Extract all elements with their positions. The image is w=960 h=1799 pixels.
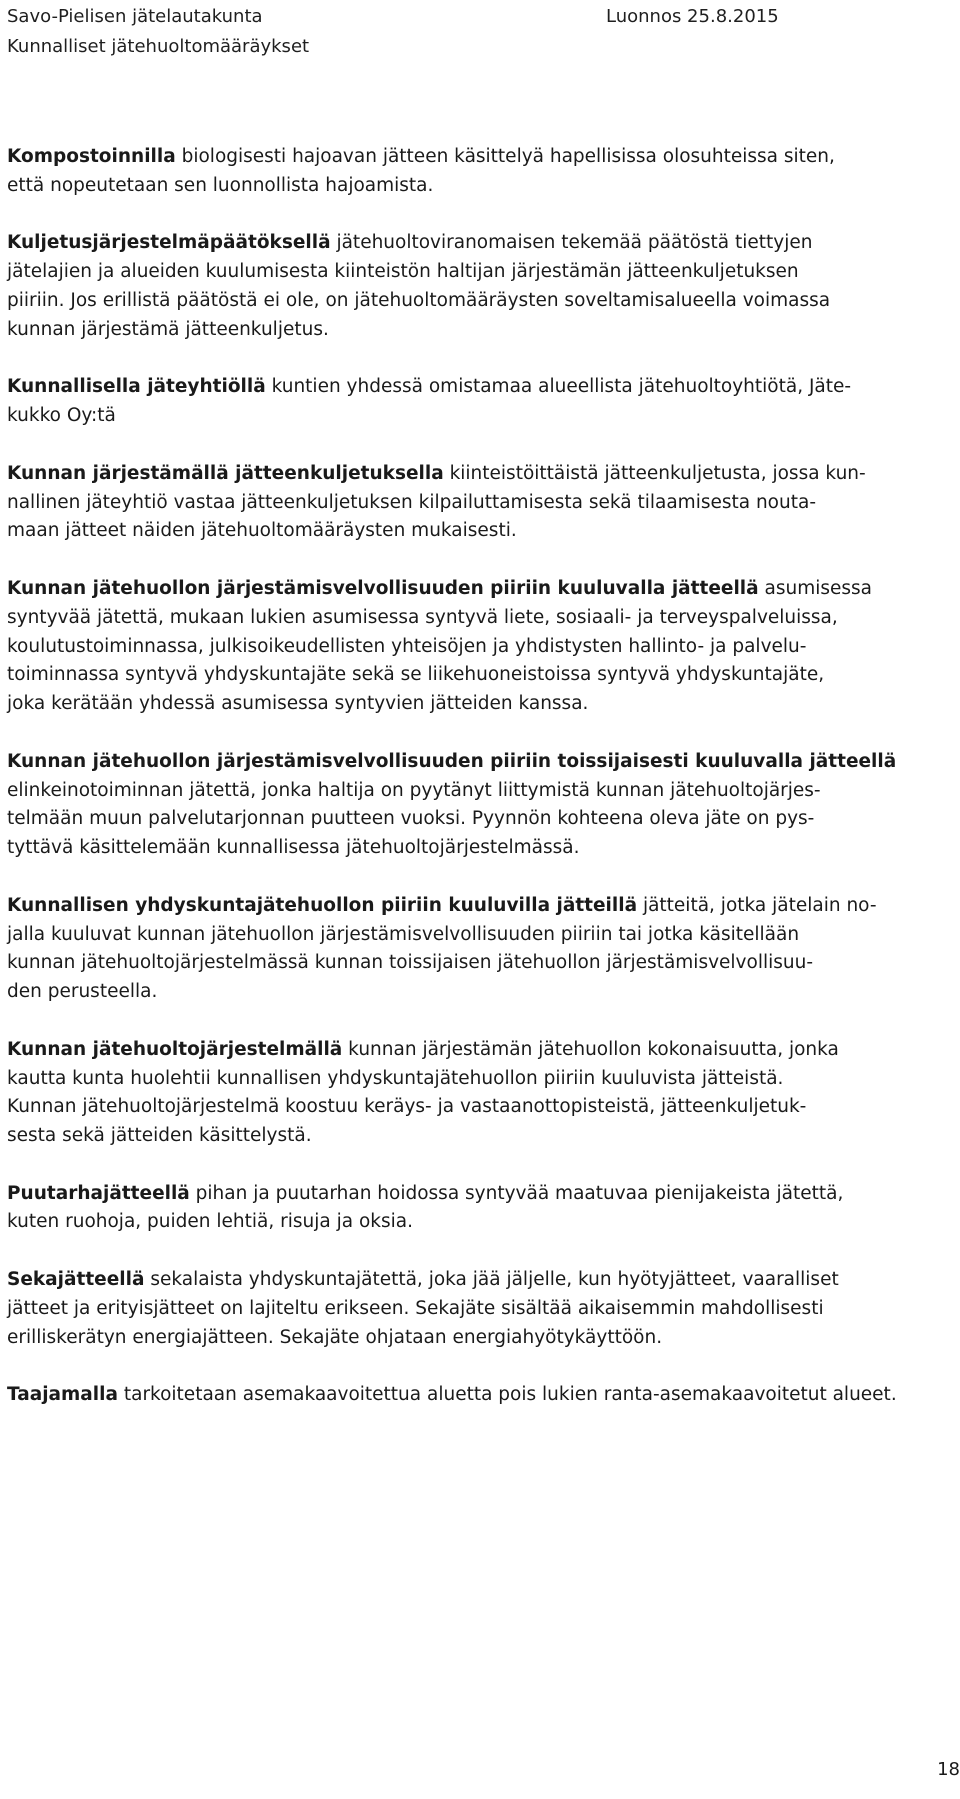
definition-item [7,1180,954,1238]
definition-item [7,748,954,863]
definition-term: Kunnan jätehuollon järjestämisvelvollisuuden piiriin toissijaisesti kuuluvalla jätteellä [7,750,897,772]
definition-line: syntyvää jätettä, mukaan lukien asumisessa syntyvä liete, sosiaali- ja terveyspalveluissa, [7,606,838,628]
definition-line [7,1036,954,1065]
page-number: 18 [937,1759,960,1780]
definition-term: Taajamalla [7,1384,118,1406]
definition-text: tarkoitetaan asemakaavoitettua aluetta pois lukien ranta-asemakaavoitetut alueet. [117,1384,897,1406]
definition-term: Kunnan jätehuoltojärjestelmällä [7,1038,343,1060]
definition-line: piiriin. Jos erillistä päätöstä ei ole, on jätehuoltomääräysten soveltamisalueella voimassa [7,289,831,311]
definition-text: sekalaista yhdyskuntajätettä, joka jää jäljelle, kun hyötyjätteet, vaaralliset [144,1269,839,1291]
definition-line: kautta kunta huolehtii kunnallisen yhdyskuntajätehuollon piiriin kuuluvista jätteistä. [7,1067,784,1089]
definition-term: Kunnan järjestämällä jätteenkuljetuksella [7,462,444,484]
definition-text: kuntien yhdessä omistamaa alueellista jätehuoltoyhtiötä, Jäte- [265,376,852,398]
definition-term: Kuljetusjärjestelmäpäätöksellä [7,232,331,254]
definition-line [7,460,954,489]
definition-line: erilliskerätyn energiajätteen. Sekajäte ohjataan energiahyötykäyttöön. [7,1326,663,1348]
definition-item [7,143,954,201]
definition-line [7,373,954,402]
definition-line: että nopeutetaan sen luonnollista hajoamista. [7,174,434,196]
definition-line [7,229,954,258]
definition-item [7,460,954,546]
organization-name: Savo-Pielisen jätelautakunta [7,6,263,27]
definition-text: biologisesti hajoavan jätteen käsittelyä hapellisissa olosuhteissa siten, [175,146,835,167]
definition-line: kunnan järjestämä jätteenkuljetus. [7,318,329,340]
definition-line [7,748,954,777]
definitions-list [7,143,954,1410]
definition-line: den perusteella. [7,981,158,1003]
definition-term: Sekajätteellä [7,1269,145,1291]
definition-text: kunnan järjestämän jätehuollon kokonaisuutta, jonka [342,1038,839,1060]
definition-line [7,1180,954,1209]
header-top-row [7,2,960,32]
definition-line [7,1381,954,1410]
definition-line: jalla kuuluvat kunnan jätehuollon järjestämisvelvollisuuden piiriin tai jotka käsitellään [7,923,800,945]
definition-item [7,229,954,344]
page-header [7,2,960,62]
definition-line [7,892,954,921]
definition-line: nallinen jäteyhtiö vastaa jätteenkuljetuksen kilpailuttamisesta sekä tilaamisesta nouta- [7,491,816,513]
definition-line [7,575,954,604]
definition-line: jätteet ja erityisjätteet on lajiteltu erikseen. Sekajäte sisältää aikaisemmin mahdollisesti [7,1297,824,1319]
definition-term: Kunnallisella jäteyhtiöllä [7,376,266,398]
definition-term: Puutarhajätteellä [7,1182,190,1204]
definition-line: koulutustoiminnassa, julkisoikeudellisten yhteisöjen ja yhdistysten hallinto- ja palvelu- [7,635,807,657]
definition-item [7,1036,954,1151]
definition-item [7,1266,954,1352]
draft-date: Luonnos 25.8.2015 [606,6,779,27]
definition-term: Kompostoinnilla [7,146,176,167]
definition-term: Kunnallisen yhdyskuntajätehuollon piiriin kuuluvilla jätteillä [7,894,638,916]
definition-text: pihan ja puutarhan hoidossa syntyvää maatuvaa pienijakeista jätettä, [189,1182,844,1204]
definition-text: jätteitä, jotka jätelain no- [637,894,877,916]
definition-line [7,1266,954,1295]
definition-line: toiminnassa syntyvä yhdyskuntajäte sekä se liikehuoneistoissa syntyvä yhdyskuntajäte, [7,664,825,686]
definition-text: kiinteistöittäistä jätteenkuljetusta, jossa kun- [443,462,866,484]
document-title: Kunnalliset jätehuoltomääräykset [7,36,310,57]
definition-line: sesta sekä jätteiden käsittelystä. [7,1125,312,1147]
definition-line: joka kerätään yhdessä asumisessa syntyvien jätteiden kanssa. [7,693,589,715]
definition-line: kuten ruohoja, puiden lehtiä, risuja ja oksia. [7,1211,413,1233]
definition-line: maan jätteet näiden jätehuoltomääräysten mukaisesti. [7,520,517,542]
definition-item [7,373,954,431]
definition-line: tyttävä käsittelemään kunnallisessa jätehuoltojärjestelmässä. [7,837,580,859]
definition-line: kunnan jätehuoltojärjestelmässä kunnan toissijaisen jätehuollon järjestämisvelvollisuu- [7,952,813,974]
definition-line: elinkeinotoiminnan jätettä, jonka haltija on pyytänyt liittymistä kunnan jätehuoltojärjes- [7,779,821,801]
definition-item [7,1381,954,1410]
definition-item [7,892,954,1007]
definition-text: asumisessa [758,577,872,599]
header-bottom-row [7,32,960,62]
definition-line: Kunnan jätehuoltojärjestelmä koostuu keräys- ja vastaanottopisteistä, jätteenkuljetuk- [7,1096,807,1118]
definition-line [7,143,954,172]
definition-term: Kunnan jätehuollon järjestämisvelvollisuuden piiriin kuuluvalla jätteellä [7,577,759,599]
definition-line: kukko Oy:tä [7,405,116,427]
definition-item [7,575,954,719]
definition-text: jätehuoltoviranomaisen tekemää päätöstä tiettyjen [330,232,813,254]
definition-line: jätelajien ja alueiden kuulumisesta kiinteistön haltijan järjestämän jätteenkuljetuksen [7,261,799,283]
definition-line: telmään muun palvelutarjonnan puutteen vuoksi. Pyynnön kohteena oleva jäte on pys- [7,808,815,830]
